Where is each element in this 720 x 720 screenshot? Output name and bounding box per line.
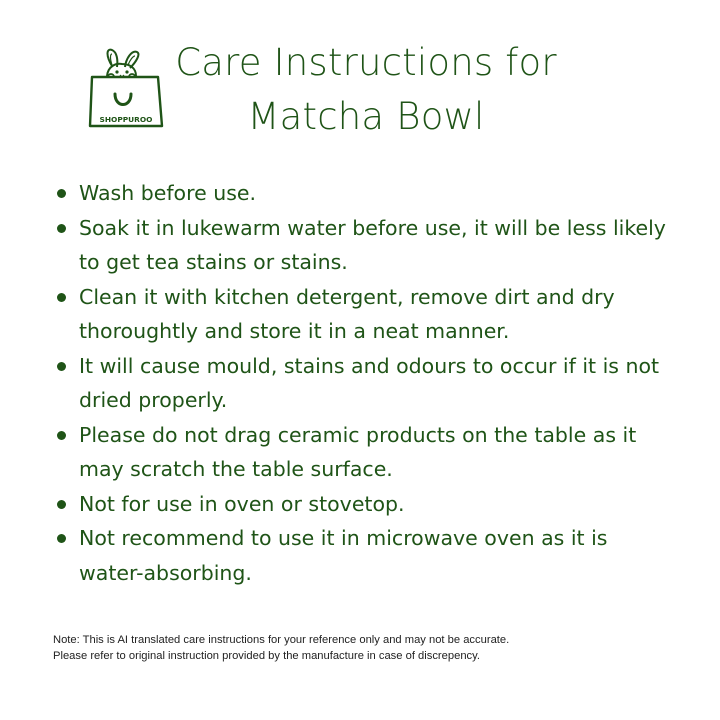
bullet-icon	[57, 224, 66, 233]
bullet-icon	[57, 293, 66, 302]
bunny-bag-icon	[88, 46, 170, 132]
note-line-2: Please refer to original instruction provided by the manufacture in case of discrepency.	[53, 650, 481, 662]
list-item-text: Clean it with kitchen detergent, remove dirt and dry thoroughtly and store it in a neat manner.	[79, 284, 615, 343]
list-item-text: Soak it in lukewarm water before use, it will be less likely to get tea stains or stains.	[79, 215, 666, 274]
list-item-text: Not recommend to use it in microwave oven as it is water-absorbing.	[79, 526, 608, 585]
list-item-text: It will cause mould, stains and odours to occur if it is not dried properly.	[79, 353, 660, 412]
list-item	[55, 211, 675, 280]
shoppuroo-logo	[88, 46, 170, 132]
list-item	[55, 487, 675, 522]
bullet-icon	[57, 431, 66, 440]
disclaimer-note	[53, 632, 673, 664]
list-item-text: Wash before use.	[79, 181, 257, 205]
list-item	[55, 349, 675, 418]
bullet-icon	[57, 534, 66, 543]
list-item-text: Not for use in oven or stovetop.	[79, 491, 405, 516]
bullet-icon	[57, 189, 66, 198]
list-item-text: Please do not drag ceramic products on the table as it may scratch the table surface.	[79, 422, 637, 481]
title-line-2: Matcha Bowl	[247, 95, 485, 138]
bullet-icon	[57, 362, 66, 371]
page-title	[160, 36, 572, 144]
list-item	[55, 521, 675, 590]
list-item	[55, 418, 675, 487]
list-item	[55, 176, 675, 211]
title-line-1: Care Instructions for	[175, 41, 557, 84]
logo-text: SHOPPUROO	[99, 115, 153, 124]
care-instructions-list	[55, 176, 675, 590]
bullet-icon	[57, 500, 66, 509]
note-line-1: Note: This is AI translated care instructions for your reference only and may not be accurate.	[53, 634, 510, 646]
list-item	[55, 280, 675, 349]
